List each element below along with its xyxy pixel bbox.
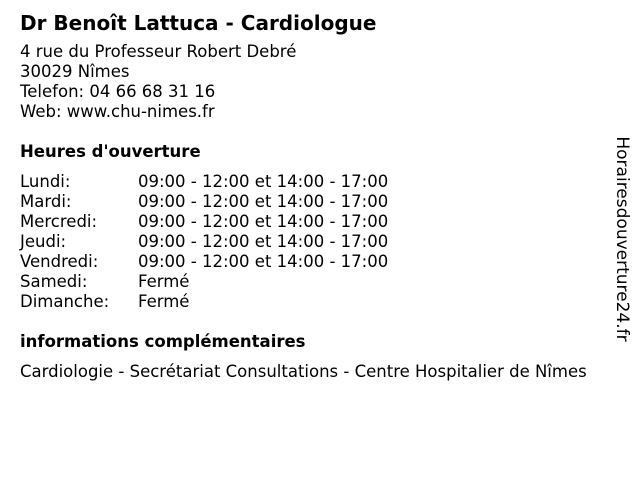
hours-row-tuesday <box>20 192 610 212</box>
day-label: Lundi: <box>20 172 71 191</box>
hours-row-thursday <box>20 232 610 252</box>
day-hours: 09:00 - 12:00 et 14:00 - 17:00 <box>138 252 389 271</box>
day-hours: 09:00 - 12:00 et 14:00 - 17:00 <box>138 192 389 211</box>
day-label: Vendredi: <box>20 252 99 271</box>
day-hours: Fermé <box>138 292 190 311</box>
day-hours: 09:00 - 12:00 et 14:00 - 17:00 <box>138 232 389 251</box>
website-link[interactable]: Web: www.chu-nimes.fr <box>20 102 215 121</box>
site-watermark: Horairesdouverture24.fr <box>612 136 632 342</box>
day-hours: 09:00 - 12:00 et 14:00 - 17:00 <box>138 212 389 231</box>
phone-number: Telefon: 04 66 68 31 16 <box>20 82 216 101</box>
day-label: Dimanche: <box>20 292 110 311</box>
hours-row-monday <box>20 172 610 192</box>
hours-row-sunday <box>20 292 610 312</box>
address-line-street: 4 rue du Professeur Robert Debré <box>20 42 297 61</box>
day-label: Samedi: <box>20 272 88 291</box>
opening-hours-table <box>20 172 610 312</box>
additional-info-heading: informations complémentaires <box>20 332 306 351</box>
day-hours: 09:00 - 12:00 et 14:00 - 17:00 <box>138 172 389 191</box>
doctor-card <box>20 10 610 382</box>
additional-info-text: Cardiologie - Secrétariat Consultations - Centre Hospitalier de Nîmes <box>20 362 587 381</box>
day-label: Mardi: <box>20 192 72 211</box>
day-label: Jeudi: <box>20 232 67 251</box>
hours-row-friday <box>20 252 610 272</box>
day-hours: Fermé <box>138 272 190 291</box>
hours-row-wednesday <box>20 212 610 232</box>
opening-hours-heading: Heures d'ouverture <box>20 142 201 161</box>
day-label: Mercredi: <box>20 212 98 231</box>
address-line-city: 30029 Nîmes <box>20 62 130 81</box>
page-title: Dr Benoît Lattuca - Cardiologue <box>20 11 377 35</box>
hours-row-saturday <box>20 272 610 292</box>
